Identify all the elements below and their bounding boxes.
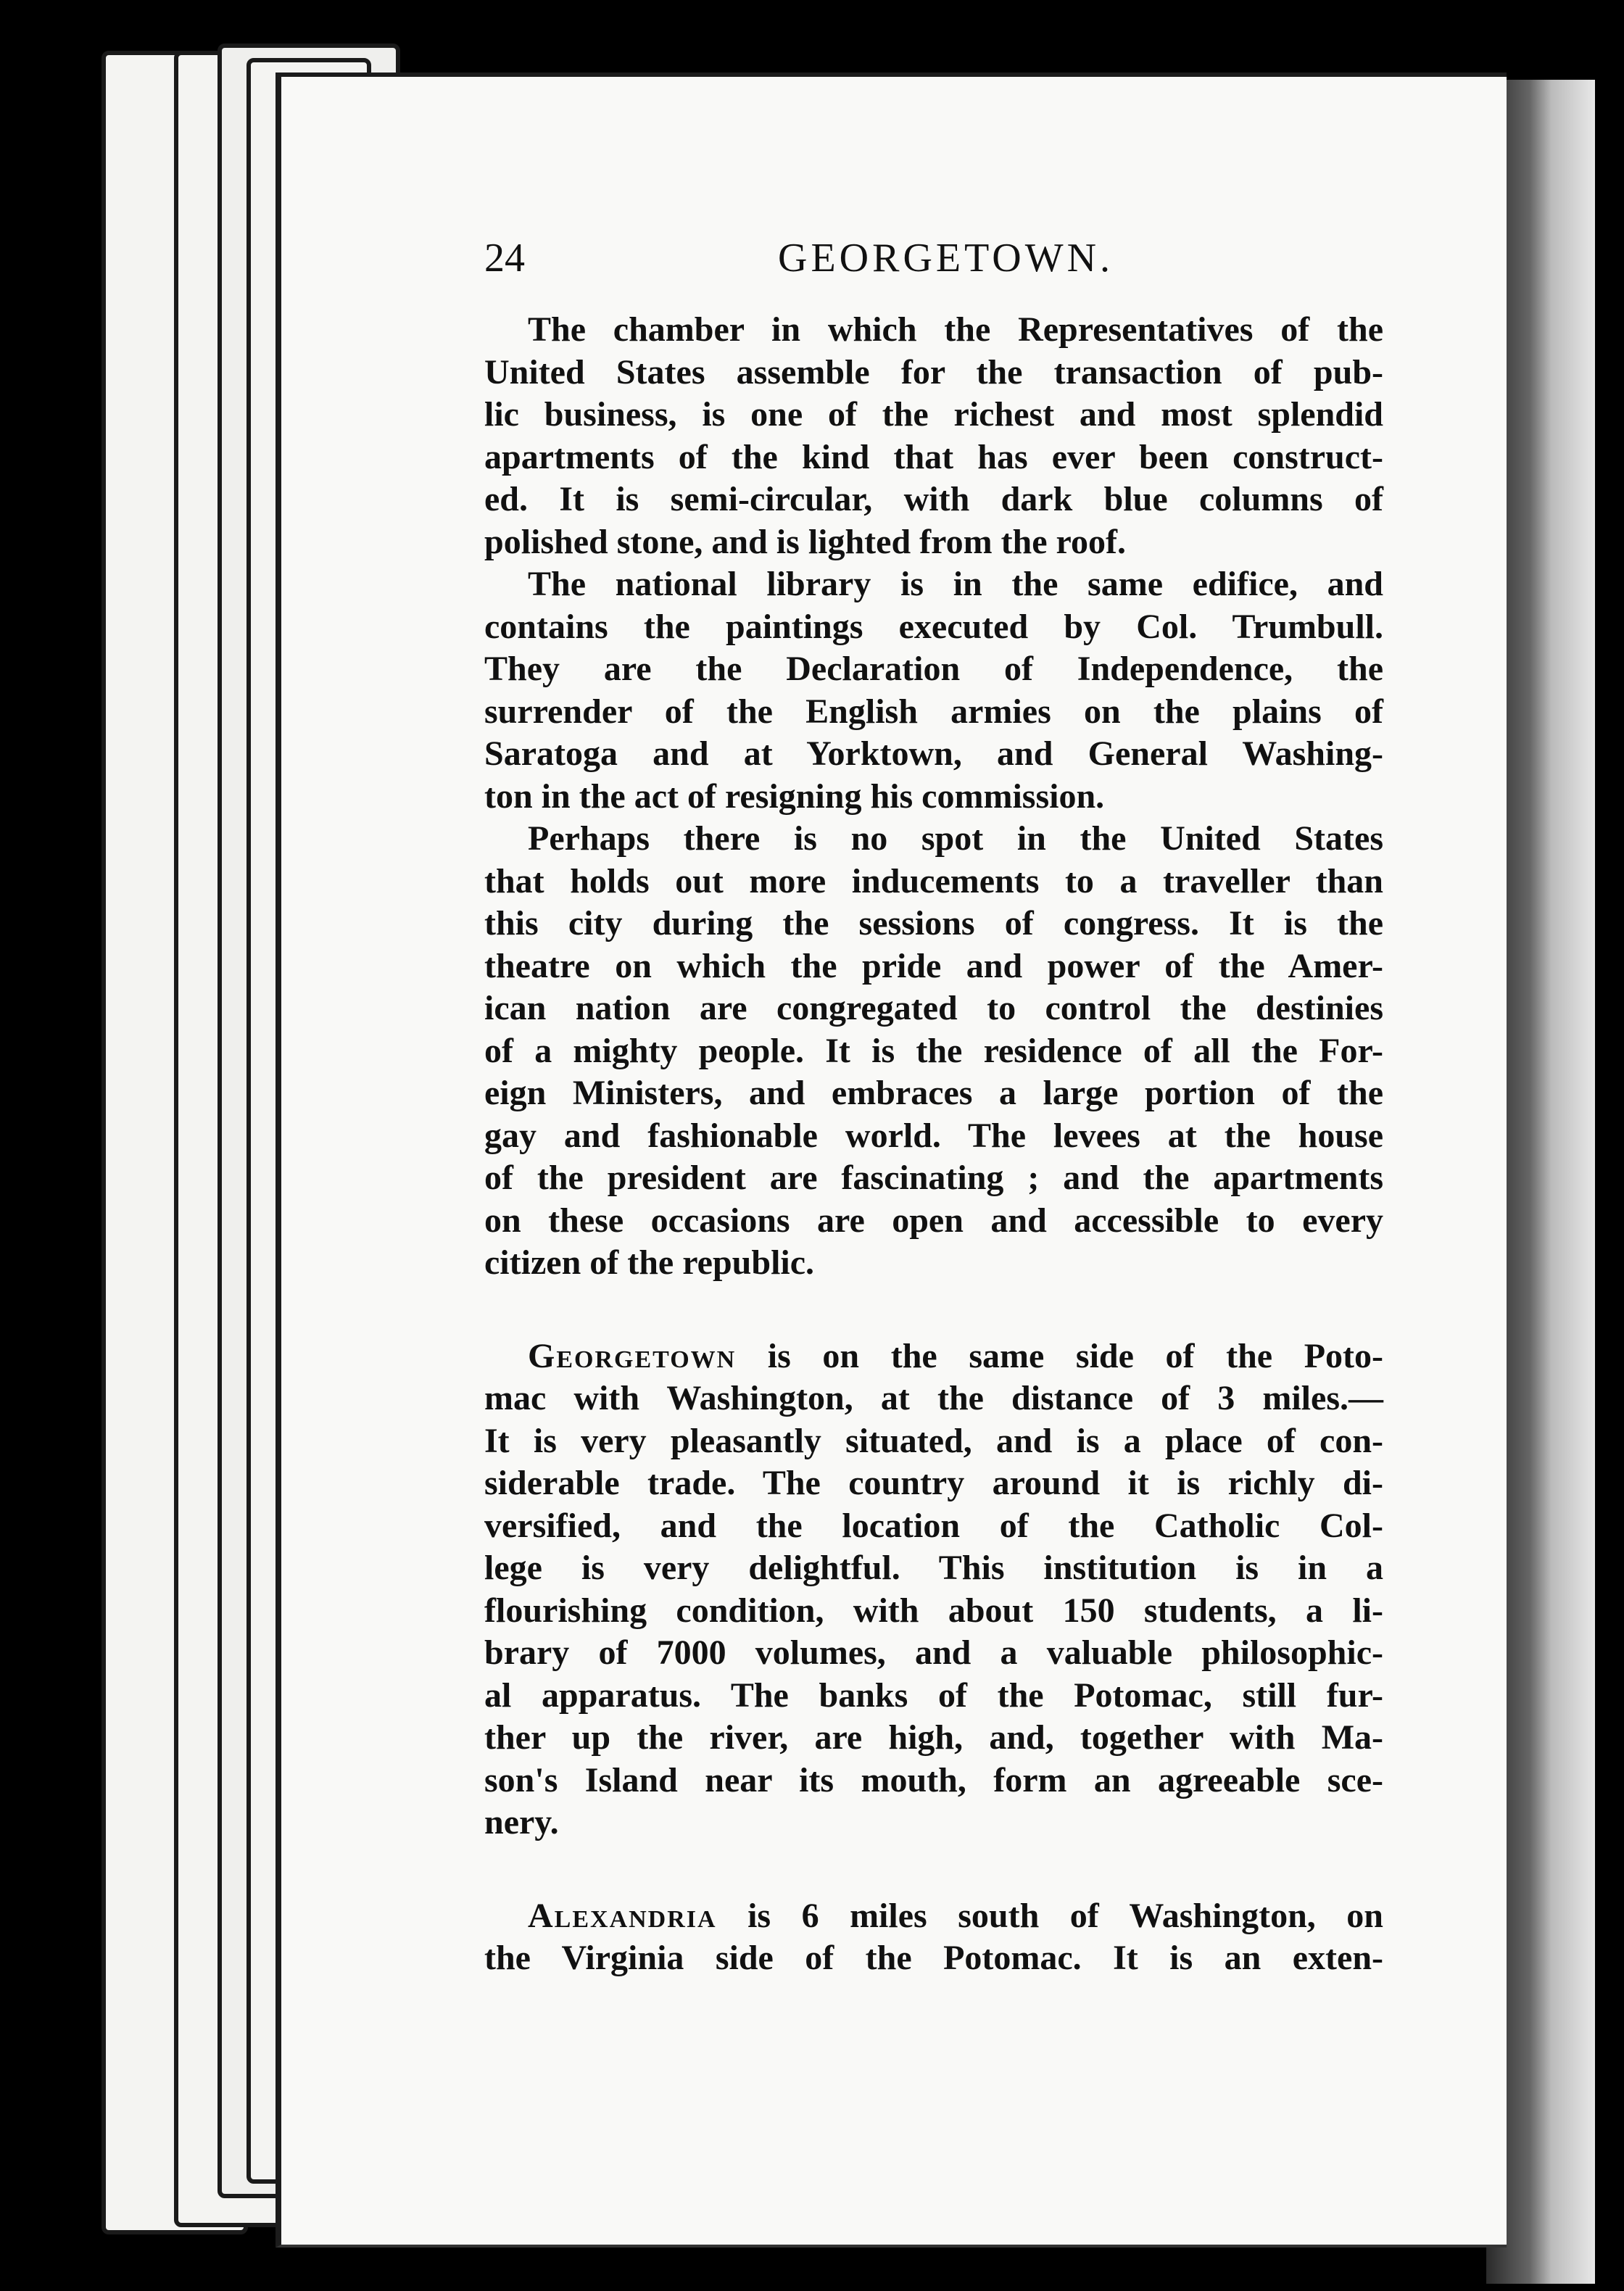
text-line: al apparatus. The banks of the Potomac, still fur- xyxy=(484,1675,1383,1715)
text-line: flourishing condition, with about 150 students, a li- xyxy=(484,1591,1383,1630)
text-line: They are the Declaration of Independence, the xyxy=(484,650,1383,688)
text-line: mac with Washington, at the distance of 3 miles.— xyxy=(484,1379,1383,1417)
text-line: ton in the act of resigning his commission. xyxy=(484,776,1105,816)
text-line: this city during the sessions of congress. It is the xyxy=(484,904,1383,942)
text-line: surrender of the English armies on the plains of xyxy=(484,692,1383,731)
text-line: brary of 7000 volumes, and a valuable philosophic- xyxy=(484,1633,1383,1672)
text-line: Perhaps there is no spot in the United States xyxy=(528,819,1383,858)
text-line: lic business, is one of the richest and most splendid xyxy=(484,395,1383,434)
text-line: lege is very delightful. This institution is in a xyxy=(484,1549,1383,1587)
text-line: The national library is in the same edifice, and xyxy=(528,565,1383,603)
book-page xyxy=(276,72,1507,2248)
body-text xyxy=(484,309,1383,1980)
small-caps-term: Alexandria xyxy=(528,1896,717,1935)
text-line: eign Ministers, and embraces a large portion of the xyxy=(484,1074,1383,1112)
text-line: United States assemble for the transaction of pub- xyxy=(484,352,1383,392)
running-title: GEORGETOWN. xyxy=(778,236,1114,281)
text-line: Alexandria is 6 miles south of Washington, on xyxy=(528,1896,1383,1935)
text-line: siderable trade. The country around it is richly di- xyxy=(484,1464,1383,1502)
text-line: Saratoga and at Yorktown, and General Washing- xyxy=(484,734,1383,773)
text-line: contains the paintings executed by Col. Trumbull. xyxy=(484,607,1383,646)
text-line: of a mighty people. It is the residence of all the For- xyxy=(484,1031,1383,1070)
text-line: versified, and the location of the Catholic Col- xyxy=(484,1506,1383,1545)
small-caps-term: Georgetown xyxy=(528,1336,737,1375)
text-line: of the president are fascinating ; and the apartments xyxy=(484,1159,1383,1197)
text-line: polished stone, and is lighted from the roof. xyxy=(484,522,1126,561)
text-line: It is very pleasantly situated, and is a place of con- xyxy=(484,1421,1383,1460)
text-line: ed. It is semi-circular, with dark blue columns of xyxy=(484,480,1383,518)
text-line: The chamber in which the Representatives of the xyxy=(528,310,1383,349)
text-line: ican nation are congregated to control the destinies xyxy=(484,989,1383,1027)
text-line: that holds out more inducements to a traveller than xyxy=(484,861,1383,900)
text-line: ther up the river, are high, and, together with Ma- xyxy=(484,1718,1383,1757)
page-number: 24 xyxy=(484,236,525,281)
running-head xyxy=(484,235,1354,300)
text-line: son's Island near its mouth, form an agreeable sce- xyxy=(484,1760,1383,1799)
text-line: the Virginia side of the Potomac. It is an exten- xyxy=(484,1939,1383,1977)
text-line: nery. xyxy=(484,1803,559,1842)
text-line: apartments of the kind that has ever been construct- xyxy=(484,437,1383,476)
text-line: on these occasions are open and accessible to every xyxy=(484,1201,1383,1240)
paragraph-gap xyxy=(484,1844,1383,1895)
paragraph-gap xyxy=(484,1285,1383,1335)
text-line: Georgetown is on the same side of the Poto- xyxy=(528,1336,1383,1375)
text-line: gay and fashionable world. The levees at the house xyxy=(484,1116,1383,1155)
text-line: theatre on which the pride and power of the Amer- xyxy=(484,946,1383,985)
text-line: citizen of the republic. xyxy=(484,1243,815,1282)
